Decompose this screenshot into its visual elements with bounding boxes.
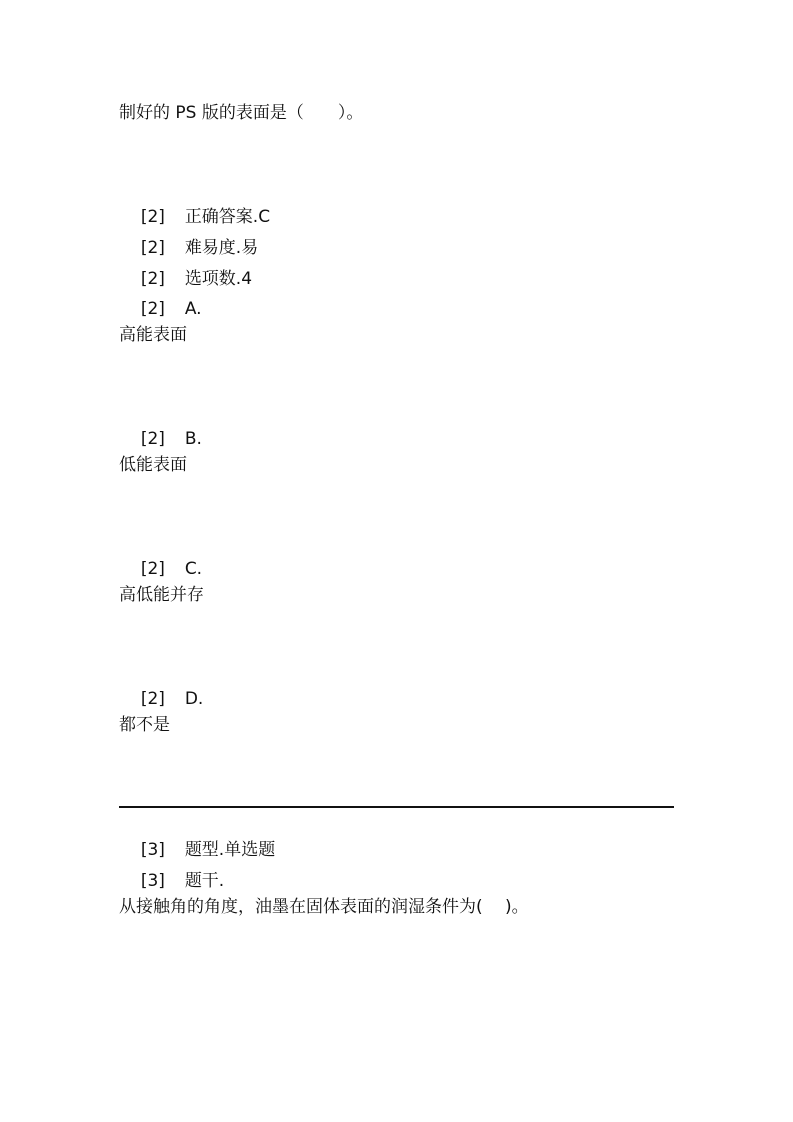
level-marker: [2]: [140, 429, 165, 449]
level-marker: [2]: [140, 269, 165, 289]
option-count-text: 选项数.4: [184, 269, 253, 289]
option-a-text: 高能表面: [119, 325, 187, 345]
question-1-stem: 制好的 PS 版的表面是（ ）。: [119, 103, 364, 123]
question-2-stem: 从接触角的角度，油墨在固体表面的润湿条件为( )。: [119, 897, 529, 917]
level-marker: [3]: [140, 871, 165, 891]
correct-answer-text: 正确答案.C: [184, 207, 271, 227]
level-marker: [3]: [140, 840, 165, 860]
question-stem-label: 题干.: [184, 871, 225, 891]
section-divider: [119, 806, 674, 808]
level-marker: [2]: [140, 689, 165, 709]
option-c-label-line: [130, 533, 202, 581]
option-d-text: 都不是: [119, 715, 170, 735]
option-b-text: 低能表面: [119, 455, 187, 475]
difficulty-text: 难易度.易: [184, 238, 259, 258]
option-d-letter: D.: [184, 689, 204, 709]
level-marker: [2]: [140, 238, 165, 258]
level-marker: [2]: [140, 299, 165, 319]
level-marker: [2]: [140, 207, 165, 227]
question-stem-label-line: [130, 845, 224, 893]
option-a-label-line: [130, 273, 202, 321]
option-c-letter: C.: [184, 559, 203, 579]
option-c-text: 高低能并存: [119, 585, 204, 605]
option-b-letter: B.: [184, 429, 202, 449]
question-type-text: 题型.单选题: [184, 840, 276, 860]
level-marker: [2]: [140, 559, 165, 579]
option-a-letter: A.: [184, 299, 202, 319]
option-d-label-line: [130, 663, 203, 711]
option-b-label-line: [130, 403, 202, 451]
